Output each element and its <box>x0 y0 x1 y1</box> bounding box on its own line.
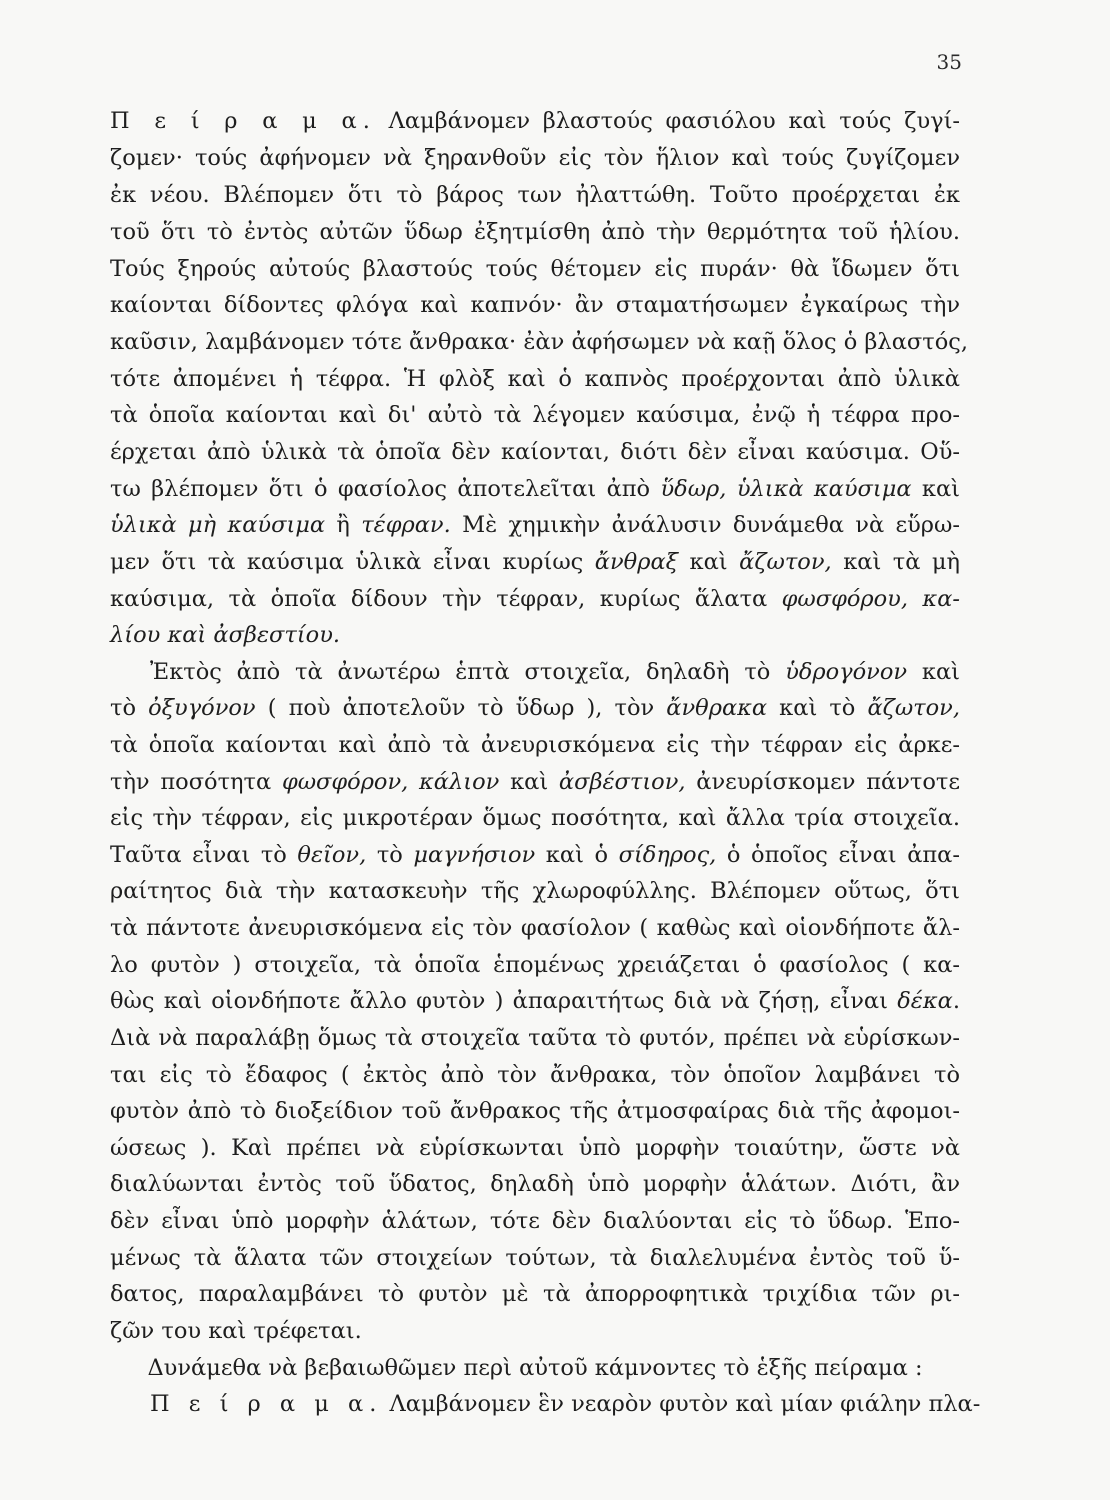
text-run: τω βλέπομεν ὅτι ὁ φασίολος ἀποτελεῖται ἀπὸ <box>110 476 661 502</box>
text-run: μεν ὅτι τὰ καύσιμα ὑλικὰ εἶναι κυρίως <box>110 549 595 575</box>
text-run: έρχεται ἀπὸ ὑλικὰ τὰ ὁποῖα δὲν καίονται, διότι δὲν εἶναι καύσιμα. Οὕ- <box>110 439 960 465</box>
text-line <box>110 435 960 469</box>
text-run: καὶ <box>907 659 960 685</box>
text-run: δατος, παραλαμβάνει τὸ φυτὸν μὲ τὰ ἀπορροφητικὰ τριχίδια τῶν ρι- <box>110 1281 960 1307</box>
text-line <box>150 655 960 689</box>
text-run: τὸ <box>110 695 149 721</box>
italic-term: τέφραν. <box>361 512 451 538</box>
text-line <box>110 1167 960 1201</box>
text-run: διαλύωνται ἐντὸς τοῦ ὕδατος, δηλαδὴ ὑπὸ μορφὴν ἁλάτων. Διότι, ἂν <box>110 1171 960 1197</box>
text-run: φυτὸν ἀπὸ τὸ διοξείδιον τοῦ ἄνθρακος τῆς ἀτμοσφαίρας διὰ τῆς ἀφομοι- <box>110 1098 960 1124</box>
text-line <box>110 141 960 175</box>
italic-term: ὑδρογόνον <box>785 659 908 685</box>
text-line <box>110 1241 960 1275</box>
text-run: τὰ ὁποῖα καίονται καὶ ἀπὸ τὰ ἀνευρισκόμενα εἰς τὴν τέφραν εἰς ἀρκε- <box>110 732 960 758</box>
italic-term: λίου καὶ ἀσβεστίου. <box>110 622 341 648</box>
text-run: ἀνευρίσκομεν πάντοτε <box>685 769 960 795</box>
text-line <box>110 252 960 286</box>
text-run: καίονται δίδοντες φλόγα καὶ καπνόν· ἂν σταματήσωμεν ἐγκαίρως τὴν <box>110 292 960 318</box>
text-line <box>110 801 960 835</box>
text-line <box>110 765 960 799</box>
italic-term: ὑλικὰ μὴ καύσιμα <box>110 512 326 538</box>
text-run: Τούς ξηρούς αὐτούς βλαστούς τούς θέτομεν εἰς πυράν· θὰ ἴδωμεν ὅτι <box>110 256 960 282</box>
text-run: Μὲ χημικὴν ἀνάλυσιν δυνάμεθα νὰ εὕρω- <box>450 512 960 538</box>
italic-term: ὕδωρ, ὑλικὰ καύσιμα <box>660 476 912 502</box>
text-run: Διὰ νὰ παραλάβῃ ὅμως τὰ στοιχεῖα ταῦτα τὸ φυτόν, πρέπει νὰ εὑρίσκων- <box>110 1025 960 1051</box>
text-run: τὸ <box>366 842 414 868</box>
text-run: ἐκ νέου. Βλέπομεν ὅτι τὸ βάρος των ἠλαττώθη. Τοῦτο προέρχεται ἐκ <box>110 182 960 208</box>
text-run: λο φυτὸν ) στοιχεῖα, τὰ ὁποῖα ἑπομένως χρειάζεται ὁ φασίολος ( κα- <box>110 952 960 978</box>
italic-term: δέκα <box>897 988 953 1014</box>
text-run: τότε ἀπομένει ἡ τέφρα. Ἡ φλὸξ καὶ ὁ καπνὸς προέρχονται ἀπὸ ὑλικὰ <box>110 366 960 392</box>
italic-term: θεῖον, <box>297 842 367 868</box>
text-line <box>110 104 960 138</box>
text-run: καύσιμα, τὰ ὁποῖα δίδουν τὴν τέφραν, κυρίως ἅλατα <box>110 586 782 612</box>
text-run: Λαμβάνομεν βλαστούς φασιόλου καὶ τούς ζυγί- <box>375 108 960 134</box>
text-line <box>110 984 960 1018</box>
text-run: καὶ <box>911 476 960 502</box>
italic-term: ἄνθραξ <box>594 549 679 575</box>
text-run: . <box>952 988 960 1014</box>
text-run: ται εἰς τὸ ἔδαφος ( ἐκτὸς ἀπὸ τὸν ἄνθρακα, τὸν ὁποῖον λαμβάνει τὸ <box>110 1062 960 1088</box>
text-line <box>110 288 960 322</box>
text-run: Δυνάμεθα νὰ βεβαιωθῶμεν περὶ αὐτοῦ κάμνοντες τὸ ἑξῆς πείραμα : <box>147 1355 923 1381</box>
text-line <box>110 398 960 432</box>
text-run: τοῦ ὅτι τὸ ἐντὸς αὐτῶν ὕδωρ ἐξητμίσθη ἀπὸ τὴν θερμότητα τοῦ ἡλίου. <box>110 219 960 245</box>
text-line <box>110 362 960 396</box>
text-line <box>110 1314 960 1348</box>
text-run: ζομεν· τούς ἀφήνομεν νὰ ξηρανθοῦν εἰς τὸν ἥλιον καὶ τούς ζυγίζομεν <box>110 145 960 171</box>
text-run: Ἐκτὸς ἀπὸ τὰ ἀνωτέρω ἑπτὰ στοιχεῖα, δηλαδὴ τὸ <box>150 659 786 685</box>
text-line <box>110 618 960 652</box>
text-run: τὰ ὁποῖα καίονται καὶ δι' αὐτὸ τὰ λέγομεν καύσιμα, ἐνῷ ἡ τέφρα προ- <box>110 402 960 428</box>
text-line <box>110 582 960 616</box>
text-line <box>110 728 960 762</box>
text-line <box>110 838 960 872</box>
text-run: ὁ ὁποῖος εἶναι ἀπα- <box>716 842 960 868</box>
text-line <box>110 178 960 212</box>
text-run: μένως τὰ ἅλατα τῶν στοιχείων τούτων, τὰ διαλελυμένα ἐντὸς τοῦ ὕ- <box>110 1245 960 1271</box>
text-line <box>110 325 968 359</box>
italic-term: ἄζωτον, <box>739 549 832 575</box>
text-run: Ταῦτα εἶναι τὸ <box>110 842 298 868</box>
text-line <box>110 1351 960 1385</box>
text-run: καὶ <box>678 549 740 575</box>
text-line <box>110 691 960 725</box>
text-line <box>110 874 960 908</box>
text-line <box>110 1131 960 1165</box>
text-run: θὼς καὶ οἱονδήποτε ἄλλο φυτὸν ) ἀπαραιτήτως διὰ νὰ ζήσῃ, εἶναι <box>110 988 898 1014</box>
italic-term: σίδηρος, <box>618 842 717 868</box>
text-run: ώσεως ). Καὶ πρέπει νὰ εὑρίσκωνται ὑπὸ μορφὴν τοιαύτην, ὥστε νὰ <box>110 1135 960 1161</box>
text-line <box>110 215 960 249</box>
text-run: ραίτητος διὰ τὴν κατασκευὴν τῆς χλωροφύλλης. Βλέπομεν οὕτως, ὅτι <box>110 878 960 904</box>
text-run: ἢ <box>325 512 362 538</box>
text-run: καὶ <box>499 769 559 795</box>
text-line <box>110 1204 960 1238</box>
text-line <box>110 1021 960 1055</box>
italic-term: ἄνθρακα <box>666 695 768 721</box>
italic-term: ἄζωτον, <box>867 695 960 721</box>
italic-term: ἀσβέστιον, <box>558 769 686 795</box>
text-line <box>110 911 960 945</box>
text-line <box>150 1387 981 1421</box>
italic-term: φωσφόρον, κάλιον <box>281 769 500 795</box>
spaced-heading: Π ε ί ρ α μ α. <box>150 1391 383 1417</box>
text-run: ζῶν του καὶ τρέφεται. <box>110 1318 362 1344</box>
text-line <box>110 1058 960 1092</box>
text-line <box>110 1277 960 1311</box>
text-line <box>110 545 960 579</box>
text-line <box>110 948 960 982</box>
spaced-heading: Π ε ί ρ α μ α. <box>110 108 376 134</box>
text-line <box>110 1094 960 1128</box>
text-run: καὶ τὰ μὴ <box>831 549 961 575</box>
text-run: καὶ τὸ <box>767 695 868 721</box>
page-number: 35 <box>936 50 962 74</box>
text-run: τὴν ποσότητα <box>110 769 282 795</box>
italic-term: μαγνήσιον <box>413 842 536 868</box>
text-run: καὶ ὁ <box>535 842 619 868</box>
text-run: Λαμβάνομεν ἓν νεαρὸν φυτὸν καὶ μίαν φιάλην πλα- <box>382 1391 981 1417</box>
text-line <box>110 508 960 542</box>
text-run: ( ποὺ ἀποτελοῦν τὸ ὕδωρ ), τὸν <box>255 695 667 721</box>
text-run: εἰς τὴν τέφραν, εἰς μικροτέραν ὅμως ποσότητα, καὶ ἄλλα τρία στοιχεῖα. <box>110 805 960 831</box>
italic-term: φωσφόρου, κα- <box>781 586 960 612</box>
text-run: τὰ πάντοτε ἀνευρισκόμενα εἰς τὸν φασίολον ( καθὼς καὶ οἱονδήποτε ἄλ- <box>110 915 960 941</box>
text-run: δὲν εἶναι ὑπὸ μορφὴν ἁλάτων, τότε δὲν διαλύονται εἰς τὸ ὕδωρ. Ἑπο- <box>110 1208 960 1234</box>
italic-term: ὀξυγόνον <box>148 695 256 721</box>
text-run: καῦσιν, λαμβάνομεν τότε ἄνθρακα· ἐὰν ἀφήσωμεν νὰ καῇ ὅλος ὁ βλαστός, <box>110 329 968 355</box>
text-line <box>110 472 960 506</box>
